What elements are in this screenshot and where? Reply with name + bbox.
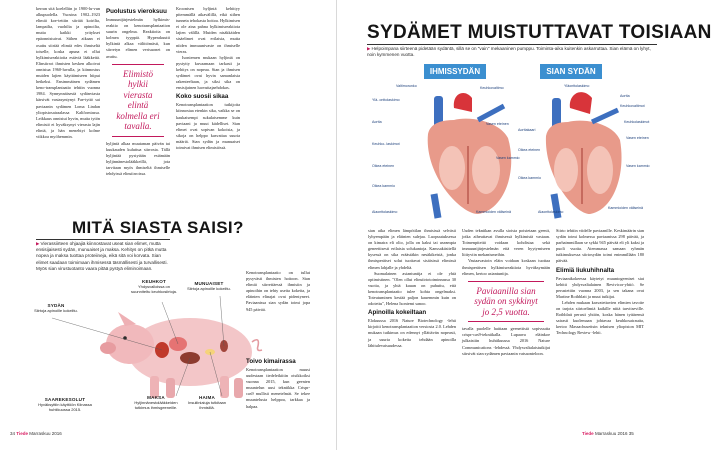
human-label-3: Keuhko- laskimot	[372, 142, 400, 146]
label-sydan-title: SYDÄN	[47, 303, 65, 308]
label-munuaiset	[182, 282, 236, 292]
left-column-2	[106, 6, 170, 202]
left-column-1	[36, 6, 100, 202]
left-col3-text1: Kroonisen hyljintä kehittyy pitemmällä aikavälillä, eikä siihen tunneta tehokasta hoitoa. Hylkimisen ei ole aina pahna hylkimisreaktiota lajien välillä. Muiden nisäkkäiden sisäelimet ovat erilaisia, mutta niiden immuunivaste on ihmiselle vieras.	[176, 6, 240, 54]
subhead-elimia: Elimiä liukuhihnalta	[556, 266, 615, 274]
right-page-number: 35	[628, 431, 634, 436]
pig-label-2: Keuhkovaltimot	[620, 104, 645, 108]
right-footer-issue: Marraskuu 2016	[594, 431, 628, 436]
human-right-ventricle	[439, 146, 465, 190]
right-col1-text: sian aika elimen lämpötilan ihmisissä selvästi lyhyempään ja eläinten sulejaa. Luopuutuksessa on kimaira eli olio, jolla on kaksi tai useampia geneettisesti erilaisia solukantoja. Kanssakäsitellä kysessä on sika eräästäkin nesäkikeistä, jonka ihmisperäiset solut tuottavat sisäisissä elimissä elimen lahjalle ja yhdeltä.	[368, 228, 456, 270]
pig-inferior-vena-cava	[554, 194, 558, 218]
label-sydan-text: Siirtoja apinoille kokeiltu.	[34, 307, 78, 313]
human-label-2: Aortta	[372, 120, 382, 124]
human-left-ventricle	[472, 146, 500, 194]
right-col3-text: Siirto tehtiin viidelle paviaanille. Keskimäärin sian sydän toimi kolmessa paviaanissa 298 päivää, ja parhaimmillaan se sykki 945 päivää eli yli kaksi ja puoli vuotta. Aiemmassa samaan ryhmän tutkimuksessa siirtosydän toimi enimmillään 180 päivää.	[556, 228, 644, 264]
right-column-1	[368, 228, 456, 428]
triangle-icon: ▶	[36, 241, 40, 246]
left-footer-brand: Tiede	[16, 431, 28, 436]
left-bottom-a-text: Kenotransplantaatio on tullut pysyvästi ihmisten hoitoon. Sian elimiä siirrettäessä ihmisiin ja apinoihin on tehty useita kokeita, ja eläinten elinajat ovat pidentyneet. Paviaanissa sian sydän toimi jopa 945 päivää.	[246, 270, 310, 312]
subhead-koko-suosii: Koko suosii sikaa	[176, 93, 229, 101]
label-keuhkot-text: Yhdysvalloissa on suunniteltu keuhkosiirtoja.	[130, 283, 178, 294]
pull-quote-right: Paviaanilla sian sydän on sykkinyt jo 2,5 vuotta.	[468, 281, 544, 323]
human-label-4: Oikea eteinen	[372, 164, 395, 168]
right-footer-brand: Tiede	[582, 431, 594, 436]
human-label-9: Kammioiden väliseinä	[476, 210, 511, 214]
label-munuaiset-title: MUNUAISET	[194, 281, 224, 286]
pig-tail	[252, 340, 262, 351]
pull-quote-left: Elimistö hylkii vierasta elintä kolmella eri tavalla.	[112, 64, 164, 137]
right-lead-text: Helpoimpana siirteenä pidetään sydäntä, sillä se on "vain" mekaaninen pumppu. Toiminta-aika kuitenkin askarruttaa. Sian elämä on lyhyt, noin kymmenen vuotta.	[367, 46, 651, 58]
label-saarekesolut	[36, 398, 94, 413]
left-col1-text: kerran sitä koelelliin jo 1900-lu-vun alkupuolella. Vuosina 1902–1923 elimiä koe-tettiin siirtää koirilta, lampailta, vuohilta ja apinoilta, mutta kaikki yritykset epäonnistuivat. Siihen aikaan ei osattu siirtää elimiä edes ihmiseltä toiselle, koska apuna ei ollut hylkimisreaktioita estäviä lääkkeitä. Elinsiirrot ihmisten kesken alkoivat onnistua 1960-luvulla, ja kiinnostus muiden lajien käyttämiseen hiipui hetkeksi. Ensimmäinen sydämen keno-transplantaatio tehtiin vuonna 1984. Synnynnäisestä sydänviasta kärsivät vastasyntynyt Fae-tyttö sai paviaanin sydämen Loma Lindan yliopistosairaalassa Kaliforniassa. Leikkaus onnistui hyvin, mutta tytön elimistö ei hyväksynyt vierasta lajin elintä, ja hän menehtyi kolme viikkoa myöhemmin.	[36, 6, 100, 139]
label-haima	[186, 396, 228, 411]
left-footer	[10, 431, 62, 437]
label-keuhkot	[128, 280, 180, 295]
pig-label-9: Alaonttolaskimo	[538, 210, 564, 214]
left-col3-text3: Kenotransplantaation tutkijoita kiinnostaa etenkin sika, vaikka se on kaukaisempi sukulaisemme kuin paviaani ja muut kädelliset. Sian elimet ovat sopivan kokoisia, ja sikoja on helppo kasvattaa suuria määriä. Sian sydän ja munuaiset toimivat ihmisen elimistössä.	[176, 102, 240, 150]
pig-pulmonary-artery	[592, 110, 618, 122]
pig-leg-back-2	[234, 378, 243, 398]
left-footer-issue: Marraskuu 2016	[29, 431, 62, 436]
left-page-number: 34	[10, 431, 16, 436]
human-heart-header: IHMISSYDÄN	[424, 64, 486, 79]
human-label-10: Alaonttolaskimo	[372, 210, 398, 214]
pig-label-7: Oikea kammio	[518, 176, 541, 180]
right-footer	[582, 431, 634, 437]
left-page	[0, 0, 337, 450]
left-column-bottom-b	[246, 356, 310, 428]
pig-label-5: Vasen kammio	[626, 164, 650, 168]
left-lead	[36, 241, 170, 272]
subhead-toivo-kimairassa: Toivo kimairassa	[246, 358, 296, 365]
label-haima-title: HAIMA	[198, 395, 216, 400]
pig-left-ventricle	[587, 146, 613, 194]
human-inferior-vena-cava	[434, 194, 438, 218]
label-sydan	[34, 304, 78, 314]
label-haima-text: Insuliiniaiuja tutkitaan ihmisillä.	[187, 399, 227, 410]
human-label-7: Vasen kammio	[496, 156, 520, 160]
right-col1-text-b: Suomalainen asiantuntija ei ole yhtä optimistinen. "Olen ollut elinsiirtotoiminnassa 30 vuotta, ja yhtä kauan on puhuttu, että kenotransplantaatio tulee kohta ongelmaksi. Toteutuminen kestää paljon kauemmin kuin on odotettu", Helena Isoniemi sanoo.	[368, 270, 456, 307]
heart-diagram	[368, 64, 660, 222]
human-label-0: Valtimorunko	[396, 84, 417, 88]
pig-label-10: Aorttakaari	[518, 128, 536, 132]
right-col2-text-c: tavalla puolelle haittaan geenettistä sopivuutta crispr-cas9-tekniikalla. Lupaava eläinkoe julkaistiin huhtikuussa 2016 Nature Communications -lehdessä. Yhdysvaltalaistutkijat siirsivät sian sydämen paviaanin vatsaonteloon.	[462, 326, 550, 356]
right-headline: SYDÄMET MUISTUTTAVAT TOISIAAN	[367, 22, 712, 43]
human-aortic-arch	[454, 93, 472, 112]
left-lead-text: Vierassiirteen ohjaajiä kiinnostavat useat sian elimet, mutta ensisijaisesti sydän, munuaiset ja maksa. Kehitys on pitkä mutta nopea ja maksa tuottaa proteiineja, eikä sitä voi korvata. Sian elimet saadaan toimimaan ihmisessä täsmällisesti ja turvallisesti. Myös sian virustuotanto vaara pitää pystyä eliminoimaan.	[36, 241, 168, 271]
pig-snout	[100, 342, 116, 354]
left-headline: MITÄ SIASTA SAISI?	[72, 218, 244, 237]
pig-label-8: Kammioiden väliseinä	[608, 206, 643, 210]
triangle-icon-right: ▶	[367, 46, 371, 51]
right-col2-text-b: Vastaavastoin eläin voidaan koskaan tuottaa ihmisperäisen hylkimisreaktiota hyväksymään elimen, kertoo asiantuntija.	[462, 258, 550, 276]
pig-leg-back	[220, 376, 229, 398]
left-col3-text2: Isoniemen mukaan hyljintä on pystytty kuvaamaan tarkasti ja kehitys on nopeaa. Sian ja ihmisen sydämet ovat hyvin samanlaisia rakenteeltaan, ja siksi sika on ensisijainen luovuttajaehdokas.	[176, 54, 240, 91]
right-lead	[367, 46, 657, 58]
pig-aortic-arch	[570, 92, 592, 114]
left-col2-text1: Immuunijärjestelmän hylkimis-reaktio on kenotransplantaation suurin ongelma. Reaktioita on kolmea tyyppiä. Hyperakuutti hylkintä alkaa välittömästi, kun siirretyn elimen verisuonet on avattu.	[106, 17, 170, 59]
right-column-3	[556, 228, 644, 428]
right-col3-text-c: Lehden mukaan kasvatettavien elimien tavoite on tarjota siirtoelimiä kaikille niitä tarvitseville. Rothblatt perusti yhtiön, koska hänen tyttärensä sairasti kuolemaan johtavaa keuhkosairautta, kertoo Massachusettsin teknisen yliopiston MIT Technology Review -lehti.	[556, 299, 644, 336]
pig-heart	[546, 92, 622, 218]
label-keuhkot-title: KEUHKOT	[141, 279, 167, 284]
pig-label-3: Keuhkolaskimot	[624, 120, 650, 124]
left-column-bottom-a	[246, 270, 310, 320]
human-label-5: Keuhkovaltimo	[480, 86, 504, 90]
right-col3-text-b: Paviaanikokeessa käytetyt muuntogeeniset siat kehitti yhdysvaltalainen Revivicor-yhtiö. Se perustettiin vuonna 2003, ja sen takana ovat Martine Rothblatt ja muut tutkijat.	[556, 275, 644, 299]
left-col2-text2: hyljintä alkaa muutaman päivän tai kuukauden kuluttua siirrosta. Tällä hyljintää pystytään estämään hyljinnänestolääkkeillä, jota tarvitaan myös ihmiseltä ihmiselle tehdyissä elinsiirroissa.	[106, 140, 170, 177]
pig-label-6: Oikea eteinen	[518, 148, 541, 152]
label-maksa-title: MAKSA	[147, 395, 165, 400]
pig-label-1: Aortta	[620, 94, 630, 98]
label-saarekesolut-title: SAAREKESOLUT	[44, 397, 86, 402]
left-rule	[36, 239, 170, 240]
label-munuaiset-text: Siirtoja apinoille kokeiltu.	[187, 285, 231, 291]
pig-right-ventricle	[554, 148, 578, 192]
subhead-puolustus: Puolustus vieroksuu	[106, 8, 167, 15]
pig-leg-front-2	[166, 378, 175, 398]
pig-ear	[118, 312, 136, 326]
human-pulmonary-artery	[478, 106, 504, 120]
human-label-6: Vasen eteinen	[486, 122, 509, 126]
left-bottom-b-text: Kenotransplantaation muusi uudestaan tiedeleikiitin otsikkoiksi vuonna 2015, kun geenien muuntelun uusi tekniikka Crispr-cas9 mullisti menetelmät. Se tekee muuntelusta helppoa, tarkkaa ja halpaa.	[246, 367, 310, 409]
right-col2-text: Uuden tekniikan avulla sioista poistetaan geenit, jotka aiheuttavat ihmisessä hylkimistä vastaan. Toimenpiteitä voidaan kohdistaa sekä immuunijärjestelmän että veren hyytymiseen liittyviin mekanismeihin.	[462, 228, 550, 258]
right-column-2	[462, 228, 550, 428]
human-label-1: Ylä- onttolaskimo	[372, 98, 400, 102]
right-col1-text-c: Elokuussa 2016 Nature Biotechnology -lehti kirjoitti kenotransplantaation versiosta 2.0. Lehden mukaan tutkimus on edennyt yllättävän nopeasti, ja suuria kokeita tehdään apinoilla lähitulevaisuudessa.	[368, 318, 456, 348]
right-rule	[367, 44, 657, 45]
label-maksa	[132, 396, 180, 411]
label-saarekesolut-text: Hyväksyttiin käyttöön Kiinassa huhtikuussa 2015.	[38, 401, 92, 412]
pig-heart-header: SIAN SYDÄN	[540, 64, 602, 79]
subhead-apinoilla: Apinoilla kokeiltaan	[368, 309, 427, 317]
human-label-8: Oikea kammio	[372, 184, 395, 188]
pig-label-4: Vasen eteinen	[626, 136, 649, 140]
label-maksa-text: Hyljinnänestolääkkeiden tutkimus ihmisgeeneille.	[134, 399, 178, 410]
pig-label-0: Yläonttolaskimo	[564, 84, 590, 88]
